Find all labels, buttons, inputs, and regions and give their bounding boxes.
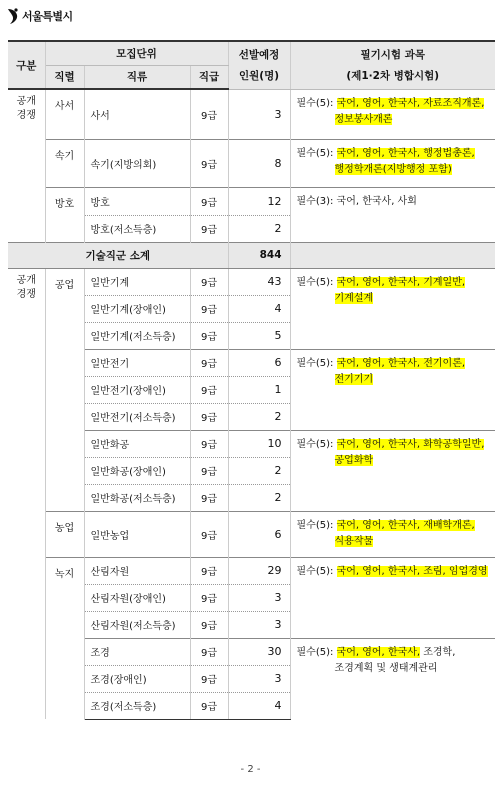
subjects-highlight: 행정학개론(지방행정 포함) — [334, 163, 452, 175]
header-count-line1: 선발예정 — [238, 49, 280, 62]
page-number: - 2 - — [240, 764, 261, 775]
header-count — [228, 41, 290, 89]
header-subjects-line1: 필기시험 과목 — [360, 49, 425, 62]
subjects-prefix: 필수(5): — [296, 276, 337, 288]
job-type-cell: 사서 — [84, 89, 190, 139]
job-group-cell: 녹지 — [45, 557, 84, 719]
grade-cell: 9급 — [190, 484, 228, 511]
count-cell: 2 — [228, 403, 290, 430]
job-type-cell: 산림자원(저소득층) — [84, 611, 190, 638]
job-type-cell: 산림자원(장애인) — [84, 584, 190, 611]
subjects-highlight: 국어, 영어, 한국사, 재배학개론, — [336, 519, 475, 531]
category-cell — [8, 268, 45, 719]
job-type-cell: 조경 — [84, 638, 190, 665]
count-cell: 4 — [228, 295, 290, 322]
count-cell: 8 — [228, 139, 290, 187]
job-type-cell: 속기(지방의회) — [84, 139, 190, 187]
grade-cell: 9급 — [190, 692, 228, 719]
subjects-highlight: 국어, 영어, 한국사, — [336, 646, 421, 658]
job-type-cell: 일반전기 — [84, 349, 190, 376]
count-cell: 3 — [228, 665, 290, 692]
count-cell: 30 — [228, 638, 290, 665]
grade-cell: 9급 — [190, 322, 228, 349]
grade-cell: 9급 — [190, 638, 228, 665]
subjects-prefix: 필수(5): — [296, 438, 337, 450]
job-type-cell: 일반화공 — [84, 430, 190, 457]
count-cell: 3 — [228, 611, 290, 638]
subjects-cell — [290, 349, 495, 430]
job-type-cell: 일반전기(저소득층) — [84, 403, 190, 430]
count-cell: 2 — [228, 215, 290, 242]
category-label-1: 공개 — [16, 96, 36, 107]
count-cell: 3 — [228, 584, 290, 611]
subjects-highlight: 공업화학 — [334, 454, 374, 466]
subjects-cell: 필수(3): 국어, 한국사, 사회 — [290, 187, 495, 242]
table-row — [8, 187, 495, 215]
job-type-cell: 일반농업 — [84, 511, 190, 557]
subjects-prefix: 필수(5): — [296, 519, 337, 531]
header-job-type: 직류 — [84, 65, 190, 89]
subtotal-empty — [290, 242, 495, 268]
subjects-cell — [290, 557, 495, 638]
grade-cell: 9급 — [190, 295, 228, 322]
subjects-highlight: 국어, 영어, 한국사, 조림, 임업경영 — [336, 565, 488, 577]
subjects-text: 조경계획 및 생태계관리 — [334, 662, 438, 674]
subjects-highlight: 국어, 영어, 한국사, 자료조직개론, — [336, 97, 485, 109]
grade-cell: 9급 — [190, 430, 228, 457]
org-name: 서울특별시 — [22, 10, 73, 23]
header-job-group: 직렬 — [45, 65, 84, 89]
job-type-cell: 조경(저소득층) — [84, 692, 190, 719]
grade-cell: 9급 — [190, 376, 228, 403]
subjects-highlight: 국어, 영어, 한국사, 기계일반, — [336, 276, 466, 288]
table-row — [8, 268, 495, 295]
job-type-cell: 조경(장애인) — [84, 665, 190, 692]
header-subjects — [290, 41, 495, 89]
subjects-highlight: 전기기기 — [334, 373, 374, 385]
subjects-highlight: 국어, 영어, 한국사, 행정법총론, — [336, 147, 475, 159]
subtotal-row — [8, 242, 495, 268]
count-cell: 3 — [228, 89, 290, 139]
grade-cell: 9급 — [190, 215, 228, 242]
header-subjects-line2: (제1·2차 병합시험) — [346, 70, 440, 83]
job-type-cell: 일반기계(장애인) — [84, 295, 190, 322]
category-cell — [8, 89, 45, 242]
table-row — [8, 89, 495, 139]
subjects-highlight: 국어, 영어, 한국사, 전기이론, — [336, 357, 466, 369]
job-type-cell: 일반전기(장애인) — [84, 376, 190, 403]
job-type-cell: 방호 — [84, 187, 190, 215]
subjects-highlight: 식용작물 — [334, 535, 374, 547]
count-cell: 5 — [228, 322, 290, 349]
table-row — [8, 139, 495, 187]
subjects-prefix: 필수(5): — [296, 97, 337, 109]
job-group-cell: 방호 — [45, 187, 84, 242]
subjects-highlight: 정보봉사개론 — [334, 113, 393, 125]
count-cell: 4 — [228, 692, 290, 719]
category-label-1: 공개 — [16, 274, 36, 286]
subjects-prefix: 필수(5): — [296, 357, 337, 369]
category-label-2: 경쟁 — [16, 288, 36, 300]
job-type-cell: 일반기계(저소득층) — [84, 322, 190, 349]
job-type-cell: 방호(저소득층) — [84, 215, 190, 242]
count-cell: 10 — [228, 430, 290, 457]
table-row — [8, 557, 495, 584]
subjects-cell — [290, 268, 495, 349]
job-type-cell: 산림자원 — [84, 557, 190, 584]
count-cell: 43 — [228, 268, 290, 295]
grade-cell: 9급 — [190, 89, 228, 139]
seoul-symbol-icon — [6, 7, 20, 25]
header-count-line2: 인원(명) — [238, 70, 280, 83]
table-row — [8, 511, 495, 557]
count-cell: 6 — [228, 349, 290, 376]
subjects-cell — [290, 139, 495, 187]
subtotal-count: 844 — [228, 242, 290, 268]
header-category: 구분 — [8, 41, 45, 89]
count-cell: 29 — [228, 557, 290, 584]
count-cell: 1 — [228, 376, 290, 403]
grade-cell: 9급 — [190, 584, 228, 611]
subjects-cell — [290, 511, 495, 557]
subjects-text: 조경학, — [420, 646, 456, 658]
grade-cell: 9급 — [190, 665, 228, 692]
job-type-cell: 일반화공(저소득층) — [84, 484, 190, 511]
job-group-cell: 사서 — [45, 89, 84, 139]
header-grade: 직급 — [190, 65, 228, 89]
grade-cell: 9급 — [190, 139, 228, 187]
grade-cell: 9급 — [190, 611, 228, 638]
subtotal-label: 기술직군 소계 — [8, 242, 228, 268]
header-unit: 모집단위 — [45, 41, 228, 65]
job-group-cell: 속기 — [45, 139, 84, 187]
grade-cell: 9급 — [190, 457, 228, 484]
count-cell: 6 — [228, 511, 290, 557]
recruitment-table — [8, 40, 495, 720]
grade-cell: 9급 — [190, 268, 228, 295]
subjects-cell — [290, 89, 495, 139]
subjects-prefix: 필수(5): — [296, 565, 337, 577]
subjects-prefix: 필수(5): — [296, 646, 337, 658]
subjects-prefix: 필수(5): — [296, 147, 337, 159]
job-type-cell: 일반화공(장애인) — [84, 457, 190, 484]
category-label-2: 경쟁 — [16, 110, 36, 121]
grade-cell: 9급 — [190, 187, 228, 215]
grade-cell: 9급 — [190, 349, 228, 376]
count-cell: 2 — [228, 457, 290, 484]
grade-cell: 9급 — [190, 511, 228, 557]
count-cell: 12 — [228, 187, 290, 215]
job-type-cell: 일반기계 — [84, 268, 190, 295]
count-cell: 2 — [228, 484, 290, 511]
subjects-cell — [290, 638, 495, 719]
grade-cell: 9급 — [190, 403, 228, 430]
seoul-logo — [6, 6, 73, 26]
subjects-highlight: 기계설계 — [334, 292, 374, 304]
subjects-highlight: 국어, 영어, 한국사, 화학공학일반, — [336, 438, 485, 450]
subjects-cell — [290, 430, 495, 511]
grade-cell: 9급 — [190, 557, 228, 584]
job-group-cell: 농업 — [45, 511, 84, 557]
job-group-cell: 공업 — [45, 268, 84, 511]
